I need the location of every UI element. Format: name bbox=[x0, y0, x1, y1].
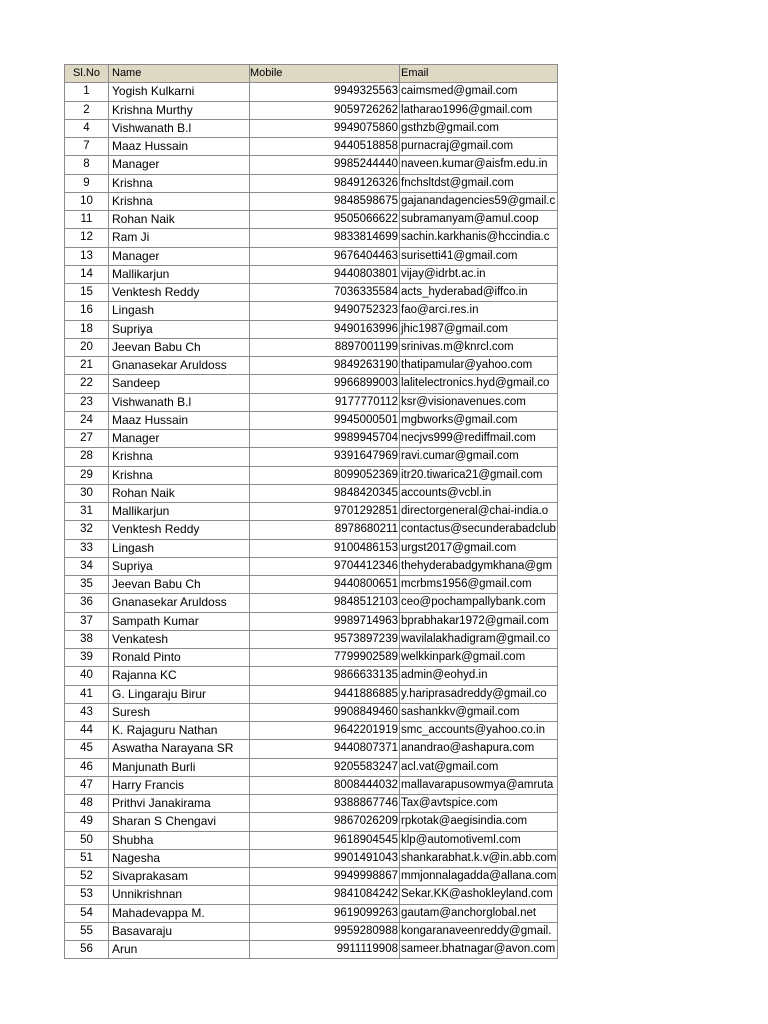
email-cell: wavilalakhadigram@gmail.co bbox=[400, 630, 558, 648]
table-row bbox=[65, 302, 558, 320]
email-cell: purnacraj@gmail.com bbox=[400, 138, 558, 156]
name-cell: Aswatha Narayana SR bbox=[109, 740, 250, 758]
mobile-cell: 9490163996 bbox=[250, 320, 400, 338]
name-cell: Venkatesh bbox=[109, 630, 250, 648]
name-cell: Manager bbox=[109, 156, 250, 174]
mobile-cell: 8897001199 bbox=[250, 338, 400, 356]
mobile-cell: 9949325563 bbox=[250, 83, 400, 101]
email-cell: srinivas.m@knrcl.com bbox=[400, 338, 558, 356]
mobile-cell: 9848512103 bbox=[250, 594, 400, 612]
sl-no-cell: 10 bbox=[65, 192, 109, 210]
name-cell: Vishwanath B.l bbox=[109, 119, 250, 137]
name-cell: Supriya bbox=[109, 320, 250, 338]
mobile-cell: 9440807371 bbox=[250, 740, 400, 758]
name-cell: Arun bbox=[109, 941, 250, 959]
table-row bbox=[65, 685, 558, 703]
sl-no-cell: 29 bbox=[65, 466, 109, 484]
name-cell: Sivaprakasam bbox=[109, 868, 250, 886]
name-cell: Krishna bbox=[109, 174, 250, 192]
mobile-cell: 8978680211 bbox=[250, 521, 400, 539]
mobile-cell: 9441886885 bbox=[250, 685, 400, 703]
table-row bbox=[65, 612, 558, 630]
mobile-cell: 9490752323 bbox=[250, 302, 400, 320]
table-row bbox=[65, 229, 558, 247]
email-cell: mallavarapusowmya@amruta bbox=[400, 776, 558, 794]
table-row bbox=[65, 630, 558, 648]
mobile-cell: 9205583247 bbox=[250, 758, 400, 776]
mobile-cell: 9388867746 bbox=[250, 795, 400, 813]
mobile-cell: 9440803801 bbox=[250, 265, 400, 283]
mobile-cell: 9440518858 bbox=[250, 138, 400, 156]
email-cell: shankarabhat.k.v@in.abb.com bbox=[400, 849, 558, 867]
sl-no-cell: 53 bbox=[65, 886, 109, 904]
table-row bbox=[65, 521, 558, 539]
email-cell: thehyderabadgymkhana@gm bbox=[400, 557, 558, 575]
email-cell: rpkotak@aegisindia.com bbox=[400, 813, 558, 831]
sl-no-cell: 33 bbox=[65, 539, 109, 557]
email-cell: bprabhakar1972@gmail.com bbox=[400, 612, 558, 630]
table-row bbox=[65, 375, 558, 393]
table-row bbox=[65, 430, 558, 448]
table-row bbox=[65, 192, 558, 210]
name-cell: Sharan S Chengavi bbox=[109, 813, 250, 831]
sl-no-cell: 47 bbox=[65, 776, 109, 794]
mobile-cell: 9849126326 bbox=[250, 174, 400, 192]
name-cell: Rajanna KC bbox=[109, 667, 250, 685]
name-cell: Unnikrishnan bbox=[109, 886, 250, 904]
name-cell: Ronald Pinto bbox=[109, 649, 250, 667]
mobile-cell: 9676404463 bbox=[250, 247, 400, 265]
email-cell: itr20.tiwarica21@gmail.com bbox=[400, 466, 558, 484]
email-cell: fao@arci.res.in bbox=[400, 302, 558, 320]
email-cell: acts_hyderabad@iffco.in bbox=[400, 284, 558, 302]
sl-no-cell: 13 bbox=[65, 247, 109, 265]
sl-no-cell: 49 bbox=[65, 813, 109, 831]
sl-no-cell: 24 bbox=[65, 411, 109, 429]
table-row bbox=[65, 393, 558, 411]
email-cell: sashankkv@gmail.com bbox=[400, 703, 558, 721]
name-cell: Ram Ji bbox=[109, 229, 250, 247]
sl-no-cell: 11 bbox=[65, 211, 109, 229]
table-row bbox=[65, 101, 558, 119]
email-cell: latharao1996@gmail.com bbox=[400, 101, 558, 119]
mobile-cell: 9100486153 bbox=[250, 539, 400, 557]
name-cell: Manager bbox=[109, 247, 250, 265]
sl-no-cell: 38 bbox=[65, 630, 109, 648]
table-row bbox=[65, 448, 558, 466]
table-row bbox=[65, 758, 558, 776]
mobile-cell: 9945000501 bbox=[250, 411, 400, 429]
name-cell: Rohan Naik bbox=[109, 484, 250, 502]
table-row bbox=[65, 503, 558, 521]
table-row bbox=[65, 795, 558, 813]
contact-table bbox=[64, 64, 558, 959]
sl-no-cell: 50 bbox=[65, 831, 109, 849]
name-cell: Krishna bbox=[109, 448, 250, 466]
name-cell: Gnanasekar Aruldoss bbox=[109, 357, 250, 375]
table-row bbox=[65, 247, 558, 265]
sl-no-cell: 39 bbox=[65, 649, 109, 667]
table-row bbox=[65, 357, 558, 375]
mobile-cell: 7036335584 bbox=[250, 284, 400, 302]
name-cell: K. Rajaguru Nathan bbox=[109, 722, 250, 740]
sl-no-cell: 31 bbox=[65, 503, 109, 521]
table-row bbox=[65, 886, 558, 904]
email-cell: welkkinpark@gmail.com bbox=[400, 649, 558, 667]
table-row bbox=[65, 156, 558, 174]
sl-no-cell: 21 bbox=[65, 357, 109, 375]
email-cell: ksr@visionavenues.com bbox=[400, 393, 558, 411]
mobile-cell: 9642201919 bbox=[250, 722, 400, 740]
mobile-cell: 9177770112 bbox=[250, 393, 400, 411]
email-cell: urgst2017@gmail.com bbox=[400, 539, 558, 557]
mobile-cell: 9867026209 bbox=[250, 813, 400, 831]
sl-no-cell: 43 bbox=[65, 703, 109, 721]
table-row bbox=[65, 138, 558, 156]
table-row bbox=[65, 722, 558, 740]
email-cell: mmjonnalagadda@allana.com bbox=[400, 868, 558, 886]
table-row bbox=[65, 265, 558, 283]
name-cell: Maaz Hussain bbox=[109, 411, 250, 429]
sl-no-cell: 30 bbox=[65, 484, 109, 502]
sl-no-cell: 35 bbox=[65, 576, 109, 594]
mobile-cell: 9701292851 bbox=[250, 503, 400, 521]
email-cell: sameer.bhatnagar@avon.com bbox=[400, 941, 558, 959]
table-row bbox=[65, 576, 558, 594]
email-cell: mcrbms1956@gmail.com bbox=[400, 576, 558, 594]
table-row bbox=[65, 119, 558, 137]
sl-no-cell: 46 bbox=[65, 758, 109, 776]
sl-no-cell: 23 bbox=[65, 393, 109, 411]
name-cell: Jeevan Babu Ch bbox=[109, 576, 250, 594]
email-cell: y.hariprasadreddy@gmail.co bbox=[400, 685, 558, 703]
mobile-cell: 9848598675 bbox=[250, 192, 400, 210]
mobile-cell: 9573897239 bbox=[250, 630, 400, 648]
table-row bbox=[65, 557, 558, 575]
name-cell: Maaz Hussain bbox=[109, 138, 250, 156]
table-row bbox=[65, 320, 558, 338]
name-cell: Sandeep bbox=[109, 375, 250, 393]
mobile-cell: 9059726262 bbox=[250, 101, 400, 119]
email-cell: naveen.kumar@aisfm.edu.in bbox=[400, 156, 558, 174]
mobile-cell: 9966899003 bbox=[250, 375, 400, 393]
sl-no-cell: 45 bbox=[65, 740, 109, 758]
table-row bbox=[65, 922, 558, 940]
table-row bbox=[65, 849, 558, 867]
sl-no-cell: 22 bbox=[65, 375, 109, 393]
header-email: Email bbox=[400, 65, 558, 83]
header-sl-no: Sl.No bbox=[65, 65, 109, 83]
sl-no-cell: 16 bbox=[65, 302, 109, 320]
name-cell: Jeevan Babu Ch bbox=[109, 338, 250, 356]
sl-no-cell: 55 bbox=[65, 922, 109, 940]
name-cell: Nagesha bbox=[109, 849, 250, 867]
table-row bbox=[65, 904, 558, 922]
mobile-cell: 9866633135 bbox=[250, 667, 400, 685]
table-row bbox=[65, 484, 558, 502]
name-cell: Rohan Naik bbox=[109, 211, 250, 229]
name-cell: Yogish Kulkarni bbox=[109, 83, 250, 101]
email-cell: caimsmed@gmail.com bbox=[400, 83, 558, 101]
name-cell: Krishna Murthy bbox=[109, 101, 250, 119]
email-cell: gajanandagencies59@gmail.c bbox=[400, 192, 558, 210]
sl-no-cell: 18 bbox=[65, 320, 109, 338]
sl-no-cell: 52 bbox=[65, 868, 109, 886]
table-row bbox=[65, 211, 558, 229]
sl-no-cell: 54 bbox=[65, 904, 109, 922]
table-row bbox=[65, 667, 558, 685]
mobile-cell: 9908849460 bbox=[250, 703, 400, 721]
name-cell: Lingash bbox=[109, 539, 250, 557]
email-cell: thatipamular@yahoo.com bbox=[400, 357, 558, 375]
sl-no-cell: 14 bbox=[65, 265, 109, 283]
name-cell: Mallikarjun bbox=[109, 503, 250, 521]
table-row bbox=[65, 594, 558, 612]
email-cell: vijay@idrbt.ac.in bbox=[400, 265, 558, 283]
mobile-cell: 8099052369 bbox=[250, 466, 400, 484]
name-cell: Krishna bbox=[109, 466, 250, 484]
mobile-cell: 9841084242 bbox=[250, 886, 400, 904]
sl-no-cell: 2 bbox=[65, 101, 109, 119]
email-cell: ravi.cumar@gmail.com bbox=[400, 448, 558, 466]
email-cell: Tax@avtspice.com bbox=[400, 795, 558, 813]
mobile-cell: 7799902589 bbox=[250, 649, 400, 667]
sl-no-cell: 27 bbox=[65, 430, 109, 448]
mobile-cell: 9989945704 bbox=[250, 430, 400, 448]
sl-no-cell: 4 bbox=[65, 119, 109, 137]
header-mobile: Mobile bbox=[250, 65, 400, 83]
name-cell: Vishwanath B.l bbox=[109, 393, 250, 411]
email-cell: contactus@secunderabadclub bbox=[400, 521, 558, 539]
mobile-cell: 9949075860 bbox=[250, 119, 400, 137]
sl-no-cell: 8 bbox=[65, 156, 109, 174]
email-cell: gautam@anchorglobal.net bbox=[400, 904, 558, 922]
sl-no-cell: 56 bbox=[65, 941, 109, 959]
email-cell: anandrao@ashapura.com bbox=[400, 740, 558, 758]
table-row bbox=[65, 703, 558, 721]
mobile-cell: 9618904545 bbox=[250, 831, 400, 849]
email-cell: Sekar.KK@ashokleyland.com bbox=[400, 886, 558, 904]
table-row bbox=[65, 649, 558, 667]
mobile-cell: 9848420345 bbox=[250, 484, 400, 502]
mobile-cell: 9985244440 bbox=[250, 156, 400, 174]
email-cell: directorgeneral@chai-india.o bbox=[400, 503, 558, 521]
sl-no-cell: 40 bbox=[65, 667, 109, 685]
mobile-cell: 9849263190 bbox=[250, 357, 400, 375]
email-cell: necjvs999@rediffmail.com bbox=[400, 430, 558, 448]
mobile-cell: 9619099263 bbox=[250, 904, 400, 922]
name-cell: Venktesh Reddy bbox=[109, 284, 250, 302]
name-cell: Basavaraju bbox=[109, 922, 250, 940]
sl-no-cell: 12 bbox=[65, 229, 109, 247]
sl-no-cell: 7 bbox=[65, 138, 109, 156]
name-cell: Supriya bbox=[109, 557, 250, 575]
sl-no-cell: 28 bbox=[65, 448, 109, 466]
sl-no-cell: 44 bbox=[65, 722, 109, 740]
table-row bbox=[65, 174, 558, 192]
header-row bbox=[65, 65, 558, 83]
table-row bbox=[65, 740, 558, 758]
email-cell: fnchsltdst@gmail.com bbox=[400, 174, 558, 192]
table-row bbox=[65, 284, 558, 302]
name-cell: Venktesh Reddy bbox=[109, 521, 250, 539]
email-cell: accounts@vcbl.in bbox=[400, 484, 558, 502]
name-cell: Shubha bbox=[109, 831, 250, 849]
table-row bbox=[65, 411, 558, 429]
mobile-cell: 9959280988 bbox=[250, 922, 400, 940]
name-cell: Suresh bbox=[109, 703, 250, 721]
sl-no-cell: 9 bbox=[65, 174, 109, 192]
name-cell: Sampath Kumar bbox=[109, 612, 250, 630]
sl-no-cell: 37 bbox=[65, 612, 109, 630]
name-cell: Gnanasekar Aruldoss bbox=[109, 594, 250, 612]
email-cell: sachin.karkhanis@hccindia.c bbox=[400, 229, 558, 247]
mobile-cell: 9949998867 bbox=[250, 868, 400, 886]
name-cell: Manager bbox=[109, 430, 250, 448]
sl-no-cell: 1 bbox=[65, 83, 109, 101]
mobile-cell: 8008444032 bbox=[250, 776, 400, 794]
mobile-cell: 9391647969 bbox=[250, 448, 400, 466]
sl-no-cell: 32 bbox=[65, 521, 109, 539]
table-row bbox=[65, 466, 558, 484]
email-cell: klp@automotiveml.com bbox=[400, 831, 558, 849]
table-row bbox=[65, 539, 558, 557]
mobile-cell: 9989714963 bbox=[250, 612, 400, 630]
table-row bbox=[65, 831, 558, 849]
email-cell: jhic1987@gmail.com bbox=[400, 320, 558, 338]
mobile-cell: 9704412346 bbox=[250, 557, 400, 575]
table-row bbox=[65, 941, 558, 959]
name-cell: Harry Francis bbox=[109, 776, 250, 794]
mobile-cell: 9505066622 bbox=[250, 211, 400, 229]
email-cell: subramanyam@amul.coop bbox=[400, 211, 558, 229]
email-cell: admin@eohyd.in bbox=[400, 667, 558, 685]
name-cell: G. Lingaraju Birur bbox=[109, 685, 250, 703]
sl-no-cell: 51 bbox=[65, 849, 109, 867]
header-name: Name bbox=[109, 65, 250, 83]
name-cell: Krishna bbox=[109, 192, 250, 210]
table-row bbox=[65, 776, 558, 794]
email-cell: acl.vat@gmail.com bbox=[400, 758, 558, 776]
sl-no-cell: 15 bbox=[65, 284, 109, 302]
email-cell: gsthzb@gmail.com bbox=[400, 119, 558, 137]
email-cell: smc_accounts@yahoo.co.in bbox=[400, 722, 558, 740]
sl-no-cell: 36 bbox=[65, 594, 109, 612]
name-cell: Manjunath Burli bbox=[109, 758, 250, 776]
sl-no-cell: 20 bbox=[65, 338, 109, 356]
sl-no-cell: 41 bbox=[65, 685, 109, 703]
sl-no-cell: 48 bbox=[65, 795, 109, 813]
name-cell: Prithvi Janakirama bbox=[109, 795, 250, 813]
mobile-cell: 9911119908 bbox=[250, 941, 400, 959]
table-row bbox=[65, 83, 558, 101]
name-cell: Mahadevappa M. bbox=[109, 904, 250, 922]
table-row bbox=[65, 338, 558, 356]
email-cell: lalitelectronics.hyd@gmail.co bbox=[400, 375, 558, 393]
name-cell: Mallikarjun bbox=[109, 265, 250, 283]
table-row bbox=[65, 813, 558, 831]
mobile-cell: 9901491043 bbox=[250, 849, 400, 867]
table-row bbox=[65, 868, 558, 886]
mobile-cell: 9440800651 bbox=[250, 576, 400, 594]
email-cell: surisetti41@gmail.com bbox=[400, 247, 558, 265]
email-cell: kongaranaveenreddy@gmail. bbox=[400, 922, 558, 940]
mobile-cell: 9833814699 bbox=[250, 229, 400, 247]
name-cell: Lingash bbox=[109, 302, 250, 320]
email-cell: mgbworks@gmail.com bbox=[400, 411, 558, 429]
sl-no-cell: 34 bbox=[65, 557, 109, 575]
email-cell: ceo@pochampallybank.com bbox=[400, 594, 558, 612]
